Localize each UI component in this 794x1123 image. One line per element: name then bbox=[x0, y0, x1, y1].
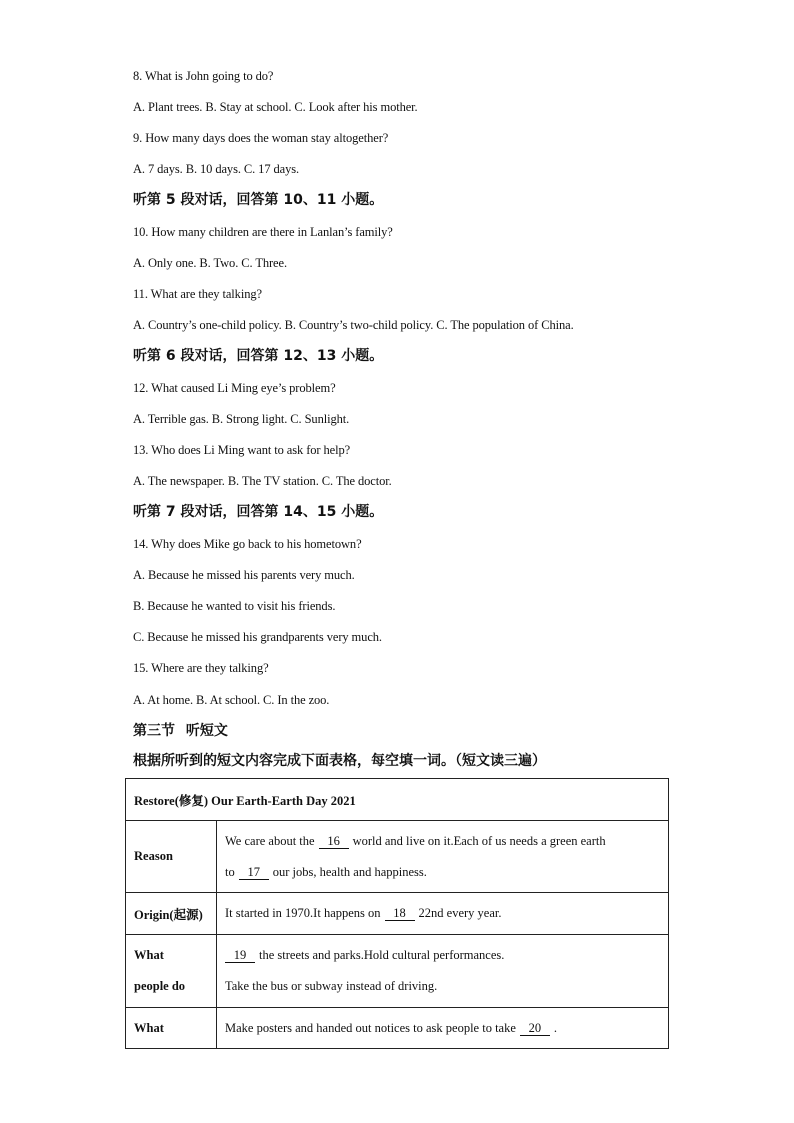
question-14: 14. Why does Mike go back to his hometown? bbox=[133, 537, 362, 551]
text: Take the bus or subway instead of driving. bbox=[225, 979, 438, 993]
table-title-row bbox=[126, 779, 669, 821]
section-heading-7: 听第 7 段对话，回答第 14、15 小题。 bbox=[133, 504, 384, 520]
question-9: 9. How many days does the woman stay altogether? bbox=[133, 131, 389, 145]
row-label-what: What bbox=[126, 1008, 217, 1049]
question-13: 13. Who does Li Ming want to ask for help? bbox=[133, 443, 351, 457]
text: our jobs, health and happiness. bbox=[272, 864, 427, 879]
question-8-options: A. Plant trees. B. Stay at school. C. Look after his mother. bbox=[133, 100, 418, 114]
table-row-what-people-do bbox=[126, 935, 669, 1008]
question-11: 11. What are they talking? bbox=[133, 287, 262, 301]
section-3-title: 第三节 听短文 bbox=[133, 723, 228, 739]
row-content-origin bbox=[217, 893, 669, 935]
text: 22nd every year. bbox=[418, 906, 502, 920]
answer-blank-16[interactable]: 16 bbox=[319, 835, 349, 849]
text: Make posters and handed out notices to ask people to take bbox=[225, 1020, 516, 1035]
question-12-options: A. Terrible gas. B. Strong light. C. Sunlight. bbox=[133, 412, 350, 426]
text: to bbox=[225, 864, 235, 879]
row-label-reason: Reason bbox=[126, 821, 217, 893]
table-row-what bbox=[126, 1008, 669, 1049]
question-13-options: A. The newspaper. B. The TV station. C. The doctor. bbox=[133, 474, 392, 488]
section-heading-6: 听第 6 段对话，回答第 12、13 小题。 bbox=[133, 348, 384, 364]
text: It started in 1970.It happens on bbox=[225, 906, 381, 920]
question-10: 10. How many children are there in Lanlan’s family? bbox=[133, 225, 393, 239]
question-14-option-c: C. Because he missed his grandparents very much. bbox=[133, 630, 382, 644]
text: We care about the bbox=[225, 833, 315, 848]
table-title: Restore(修复) Our Earth-Earth Day 2021 bbox=[126, 779, 669, 821]
text: . bbox=[553, 1020, 558, 1035]
question-15: 15. Where are they talking? bbox=[133, 661, 269, 675]
earth-day-table bbox=[125, 778, 669, 1049]
question-14-option-b: B. Because he wanted to visit his friends. bbox=[133, 599, 336, 613]
question-8: 8. What is John going to do? bbox=[133, 69, 274, 83]
row-content-reason bbox=[217, 821, 669, 893]
answer-blank-19[interactable]: 19 bbox=[225, 949, 255, 963]
question-15-options: A. At home. B. At school. C. In the zoo. bbox=[133, 693, 330, 707]
question-14-option-a: A. Because he missed his parents very much. bbox=[133, 568, 355, 582]
question-10-options: A. Only one. B. Two. C. Three. bbox=[133, 256, 287, 270]
row-content-what-people-do bbox=[217, 935, 669, 1008]
answer-blank-18[interactable]: 18 bbox=[385, 907, 415, 921]
text: world and live on it.Each of us needs a green earth bbox=[352, 833, 606, 848]
row-label-what-people-do bbox=[126, 935, 217, 1008]
row-label-origin: Origin(起源) bbox=[126, 893, 217, 935]
table-row-origin bbox=[126, 893, 669, 935]
section-3-instruction: 根据所听到的短文内容完成下面表格，每空填一词。（短文读三遍） bbox=[133, 753, 546, 769]
label-line-1: What bbox=[134, 948, 164, 962]
text: the streets and parks.Hold cultural performances. bbox=[259, 948, 505, 962]
question-12: 12. What caused Li Ming eye’s problem? bbox=[133, 381, 336, 395]
table-row-reason bbox=[126, 821, 669, 893]
label-line-2: people do bbox=[134, 979, 186, 993]
answer-blank-20[interactable]: 20 bbox=[520, 1022, 550, 1036]
section-heading-5: 听第 5 段对话，回答第 10、11 小题。 bbox=[133, 192, 384, 208]
question-11-options: A. Country’s one-child policy. B. Country’s two-child policy. C. The population of China. bbox=[133, 318, 574, 332]
question-9-options: A. 7 days. B. 10 days. C. 17 days. bbox=[133, 162, 300, 176]
answer-blank-17[interactable]: 17 bbox=[239, 866, 269, 880]
row-content-what bbox=[217, 1008, 669, 1049]
